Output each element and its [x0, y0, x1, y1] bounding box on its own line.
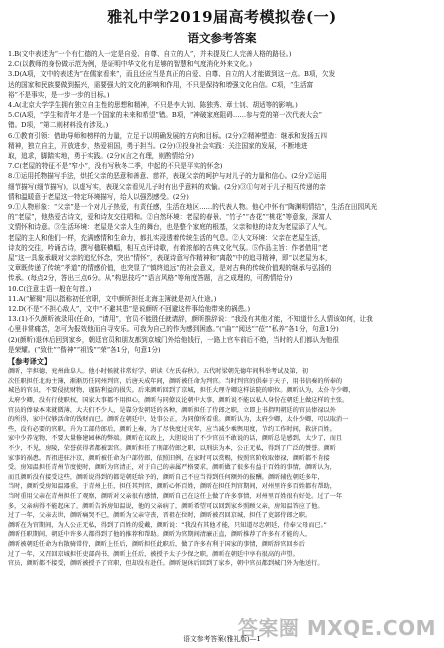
page-title: 雅礼中学2019届高考模拟卷(一): [107, 8, 337, 26]
answer-line: 12.D(不是“不担心敌人”，文中“不避其患”是说颜昕不回避这件事给他带来的祸患。): [8, 305, 251, 314]
answer-line: 7.C(老屋的特征不是“窄小”，没有写秋冬二季，中起的不只是平实的怀念): [8, 162, 223, 171]
answer-line: 错。D项，“第二则材料没有涉及。): [8, 121, 109, 130]
answer-line: 文章既传递了传统“孝道”的情感价值，也突显了“慎终追远”的社会意义，是对古典的传统价值观的继承与弘扬的: [8, 264, 332, 273]
translation-heading: 【参考译文】: [8, 357, 52, 367]
answer-line: 细节描写(细节描写)，以虚写实，表现父亲看见儿子时有出乎意料的欢愉。(2分)③①句对于儿子相互传递的亲: [8, 182, 326, 191]
answer-line: 13.(1)不久颜昕被录用(任命)，“请用”，官员不能胜任就请辞，颜昕推辞说：“我没有其他才能，不知道什么人情该如何，让我: [8, 315, 373, 324]
translation-line: 太府少卿，没有行使职权，国家大事都不用担心，颜昕与同僚议论朝中大事，颜昕说不能以私人身份在朝廷上做这样的主张。: [8, 397, 349, 405]
answer-line: 是荣耀。(“致仕”“偕神”“祖饯”“荣”各1分，句意1分): [8, 345, 161, 354]
answer-line: 传承。(每点2分，答出三点6分。从“构思技巧”“语言风格”等角度答题，言之成理的，可酌情给分): [8, 274, 293, 283]
answer-line: 2.C(以教师的身份做示范为例，是证明中华文化有足够的智慧和气度消化外来文化。): [8, 60, 252, 69]
answer-line: 3.D(A项，文中的表述为“在儒家看来”，而且还应当是真正的自爱、自尊、自立的人才能做到这一点。B项，欠发: [8, 70, 336, 79]
translation-line: 当时重用父亲在青州担任了观察，颜昕对父亲很有感情，颜昕自己在这任上做了许多事情，对州里百姓很有好处。过了一年: [8, 493, 343, 501]
answer-line: 达的国家和民族要做到振兴，需要强大的文化的影响和作用，不只是保持和增强文化自信。C项，“生活富: [8, 80, 314, 89]
translation-line: 受。房知温担任青州节度使时，颜昕为官清正，对于自己的亲属严格要求，颜昕做了很多有益于百姓的事情，颜昕认为，: [8, 464, 336, 472]
page-footer: 语文参考答案(雅礼版)—1: [183, 635, 261, 643]
translation-text: [8, 367, 436, 568]
answer-line: 4.A(北京大学学生拥有独立自主性的思想和精神，不只是李大钊、陈独秀、章士钊、胡适等的影响。): [8, 101, 298, 110]
translation-line: 家中少养宠物，不要大量修建园林的弊端。颜昕在议政上，大胆说出了不少官员不敢说的话，颜昕总是感到，太少了，而且: [8, 435, 343, 443]
translation-line: 而且颜昕没有接受这些，颜昕说得到的都是朝廷给予的，颜昕自己不应当得到任何额外的报酬。颜昕辅佐朝廷多年，: [8, 473, 324, 481]
translation-line: 过了一年，父亲去世，颜昕痛哭不已，颜昕为父亲守丧，晋祖在位时，颜昕被召回京城，担任了吏部侍郎之职。: [8, 512, 312, 520]
answer-line: 精神，独立自主，开放进步，热爱祖国，勇于担当。(2分)③投身社会实践：关注国家的发展，不断地进: [8, 141, 308, 150]
answer-line: 老屋的主人和他们一样，充满感情和生命力，都扎实浸透着传统生活的气息。②人文环境：父亲在老屋生活，: [8, 233, 325, 242]
translation-line: 的所得，家中仅够活命的钱财而已。颜昕在朝廷中，处事公正，为同僚所看重。颜昕认为，太府少卿，太仆少卿，可以取消一: [8, 416, 349, 424]
translation-line: 颜昕在为官期间，为人公正无私，得到了百姓的爱戴，颜昕说：“我没有其他才能，只知道尽忠朝廷，侍奉父母而已。”: [8, 521, 327, 529]
document-body: [8, 49, 436, 569]
answer-line: 屋”这一具象承载对父亲的追忆怀念，突出“情怀”，表现诗意写作精神和“离散”中的追寻精神，即“以老屋为本，: [8, 254, 332, 263]
answer-line: 5.C(A项，“学生和青年才是一个国家的未来和希望”错。B项，“神破家庭阻碍……参与党的第一次代表大会”: [8, 111, 322, 120]
translation-line: 次任职担任北海主簿，渐渐历任同州判官，后唐天成年间，颜昕被任命为判官。当时判官的供奉于天子，用书信奏的所奉的: [8, 377, 343, 385]
translation-line: 些，没有必要的官职。升为工部侍郎后，颜昕上奏，为了尽快度过灾年，应当减少乘舆用度，节约工作时间，救济百姓。: [8, 425, 336, 433]
translation-line: 官员的俸禄本来就微薄，大夫们不少人，是靠分发朝廷的各种，颜昕担任了侍郎之职，立即上书指明朝廷的官员俸禄以外: [8, 406, 336, 414]
answer-line: 1.B(文中表述为“一个有仁德的人一定是自爱、自尊、自立的人”，并未提及仁人完善人格的路径。): [8, 50, 292, 58]
answer-line: 心里非常痛苦，怎可为报效他而自寻安乐。可我为自己的作为感到困惑。”(“曲”“阅达”“莅”“私养”各1分，句意1分): [8, 325, 339, 334]
translation-line: 家事的祸患。晋祖进驻汴京，颜昕被任命为户部侍郎，依照旧例，在家时可以赏赐，按照官阶收取俸禄，颜昕都不肯接: [8, 454, 330, 462]
answer-list: [8, 49, 436, 355]
answer-line: 10.C(注意主语一般在句首。): [8, 284, 92, 293]
translation-line: 多，父亲病得不能起床了，颜昕告诉房知温说，他的父亲病了，颜昕希望可以回到家乡照顾父亲，房知温答应了他。: [8, 502, 324, 510]
translation-line: 颜昕，字担德，兖州曲阜人。他小时候就非常好学，研读《左氏春秋》。五代时梁朝先德年间科举考试及第，初: [8, 368, 309, 376]
translation-line: 当时，颜昕受房知温器重，于青州上任，担任其判官，颜昕心怀百姓，颜昕在担任判官期间，对州里许多百姓都有帮助，: [8, 483, 336, 491]
answer-line: 取，追求，脚踏实地，勇于实践。(2分)(言之有理，则酌情给分): [8, 152, 194, 161]
translation-line: 颜昕任职期间，朝廷中许多人都得到了他的推荐和帮助。颜昕为官期间清廉正直，颜昕推荐了许多有才能的人，: [8, 531, 312, 539]
answer-line: (2)(颜昕)退休后回到家乡，朝廷官员和朋友都到京城门外给他钱行，一路上官车前后不绝，当时的人们都认为他很: [8, 335, 339, 344]
answer-line: 情和温暖意于老屋这一特定环境描写，给人以强烈感受。(2分): [8, 192, 189, 201]
answer-line: 11.A(“解褐”用以指称初任官职，文中颜昕担任北海主簿就是初入仕途。): [8, 294, 217, 303]
answer-line: 8.①运用托物描写手法，烘托父亲的恶意和善意、慈祥，表现父亲的呵护与对儿子的力量和信心。(2分)②运用: [8, 172, 327, 181]
answer-line: 文情怀和诗意。③生活环境：老屋是父亲人生的舞台，也是整个家庭的根基，父亲和他的诗友为老屋添了人气。: [8, 223, 332, 232]
translation-line: 过了一年，又召回京城担任吏部尚书，颜昕上任后，被授予太子少保之职，颜昕在朝廷中享有很高的声望。: [8, 550, 299, 558]
translation-line: 颜昕被朝廷任命为右散骑常侍，颜昕上任后，颜昕担任此职后，做了许多有利于国家的事情，颜昕辞官回乡后: [8, 540, 305, 548]
watermark-logo: 答案圈 MXQE.COM: [237, 616, 436, 640]
answer-line: 6.①教育引领：借助导师和榜样的力量，立足于以明确发展的方向和目标。(2分)②精神塑造：继承和发扬五四: [8, 131, 327, 140]
translation-line: 城邑的官员，不要侵扰财物，谨防利益的损失。后来颜昕回到了京城，担任大理寺卿这样法院的职位。颜昕认为，太仆寺少卿，: [8, 387, 355, 395]
answer-line: 的“老屋”，他热爱古诗文，爱和诗友交往唱和。②自然环境：老屋的春景、“竹子”“杏花”“桃花”等意象，深富人: [8, 213, 332, 222]
answer-line: 诗友的交往，吟诵古诗，撰写楹联横幅，相互点评诗歌，有着浓郁的古典文化气氛。⑤作品主旨：作者借用“老: [8, 243, 328, 252]
answer-line: 9.①人物形象：“父亲”是一个对儿子热爱，有责任感，生活在地区……的代表人物。他心中怀有“陶渊明情结”，生活在田园风光: [8, 203, 378, 212]
translation-line: 官员，颜昕都不接受，颜昕被授予了官职，但却没有赴任。颜昕退休后回到了家乡，朝中官员都到城门外为他送行。: [8, 560, 324, 568]
page-subtitle: 语文参考答案: [187, 31, 257, 45]
answer-line: 裕”不是事实，是一步一步的目标。): [8, 90, 110, 99]
translation-line: 不少，不见，房陵，荣誉获得者都被罢官。颜昕担任了刑部侍郎之职，以刑法为本，公正无私，得到了广泛的赞誉。颜昕: [8, 445, 336, 453]
